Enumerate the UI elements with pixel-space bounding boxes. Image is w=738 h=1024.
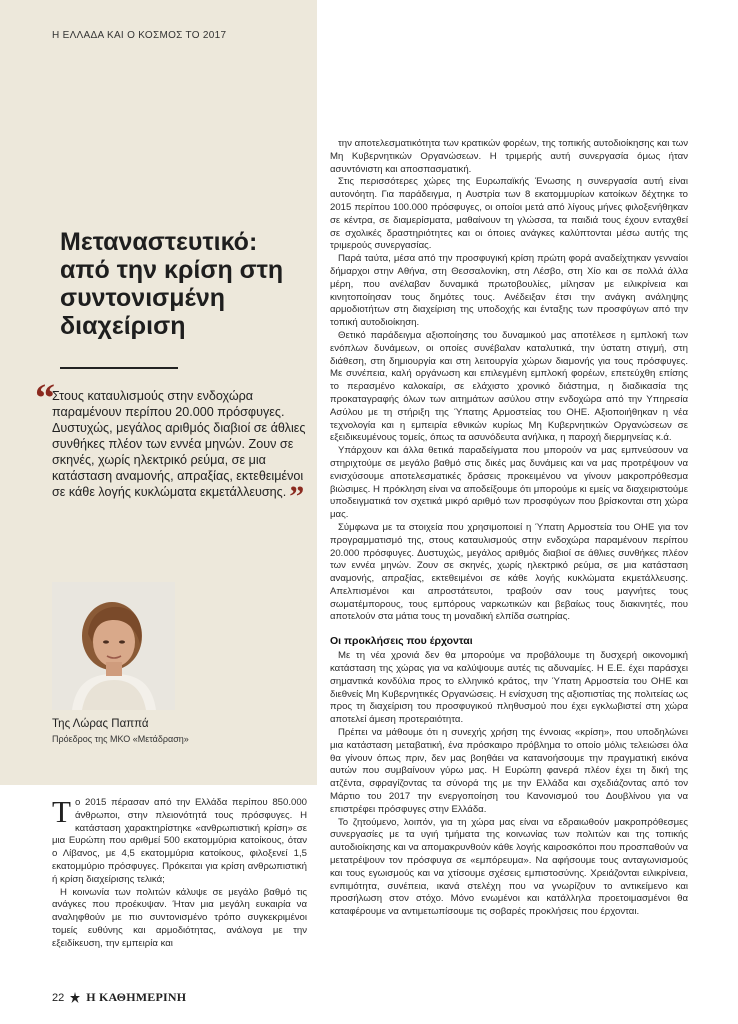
body-paragraph: Παρά ταύτα, μέσα από την προσφυγική κρίση πρώτη φορά αναδείχτηκαν γενναίοι δήμαρχοι στην Αθήνα, στη Θεσσαλονίκη, στη Λέσβο, στη Χίο και σε πολλά άλλα μέρη, που ανέλαβαν δυναμικά πρωτοβουλίες, μίλησαν με ειλικρίνεια και κινητοποίησαν τους δημότες τους. Ανέδειξαν έτσι την ανάγκη ανάληψης αρμοδιοτήτων στη διαχείριση της υποδοχής και ένταξης των προσφύγων από την τοπική αυτοδιοίκηση. — [330, 253, 688, 329]
article-left-column — [52, 794, 307, 951]
body-paragraph: την αποτελεσματικότητα των κρατικών φορέων, της τοπικής αυτοδιοίκησης και των Μη Κυβερνητικών Οργανώσεων. Η τριμερής αυτή συνεργασία όμως ήταν ασυντόνιστη και αποσπασματική. — [330, 138, 688, 175]
body-paragraph: Πρέπει να μάθουμε ότι η συνεχής χρήση της έννοιας «κρίση», που υποδηλώνει μια κατάσταση μεταβατική, ένα πρόσκαιρο πρόβλημα το οποίο μόλις τελειώσει όλα θα γίνουν όπως πριν, δεν μας βοηθάει να κατανοήσουμε την πραγματική εικόνα αυτών που συμβαίνουν γύρω μας. Η Ευρώπη φανερά πλέον έχει τη δική της ατζέντα, σφραγίζοντας τα σύνορά της με την Ελλάδα και σχεδιάζοντας από τον Μάρτιο του 2017 την ενεργοποίηση του Κανονισμού του Δουβλίνου για να επιστρέφει πρόσφυγες στην Ελλάδα. — [330, 727, 688, 815]
body-paragraph: Υπάρχουν και άλλα θετικά παραδείγματα που μπορούν να μας εμπνεύσουν να στηριχτούμε σε μεγάλο βαθμό στις δικές μας δυνάμεις και να μας προτρέψουν να ενισχύσουμε αποτελεσματικές δράσεις προκειμένου να γίνουν μακροπρόθεσμα βιώσιμες. Η πρόκληση είναι να αποδείξουμε ότι μπορούμε κι εμείς να διαχειριστούμε υποδειγματικά τον σχετικά μικρό αριθμό των προσφύγων που βρίσκονται στη χώρα μας. — [330, 445, 688, 521]
pullquote-text: Στους καταυλισμούς στην ενδοχώρα παραμένουν περίπου 20.000 πρόσφυγες. Δυστυχώς, μεγάλος αριθμός διαβιοί σε άθλιες συνθήκες πλέον των εννέα μηνών. Ζουν σε σκηνές, χωρίς ηλεκτρικό ρεύμα, σε μια κατάσταση αναμονής, απραξίας, εκτεθειμένοι σε κάθε λογής κυκλώματα εκμετάλλευσης. — [52, 389, 306, 499]
body-paragraph: Το ζητούμενο, λοιπόν, για τη χώρα μας είναι να εδραιωθούν μακροπρόθεσμες συνεργασίες με τα υγιή τμήματα της κοινωνίας των πολιτών και της τοπικής αυτοδιοίκησης και να απομακρυνθούν κάθε λογής καιροσκόποι που προσπαθούν να μετατρέψουν τον πρόσφυγα σε «εμπόρευμα». Να αφήσουμε τους ανταγωνισμούς και τους εγωισμούς και να χτίσουμε σχέσεις εμπιστοσύνης. Χρειάζονται ειλικρίνεια, ενπιμότητα, συνέπεια, ικανά στελέχη που να γνωρίζουν το αντικείμενο και προσήλωση στον στόχο. Μόνο ενωμένοι και κατάλληλα προετοιμασμένοι θα καταφέρουμε να αντιμετωπίσουμε τις σοβαρές προκλήσεις που έρχονται. — [330, 816, 688, 918]
quote-open-icon: “ — [35, 375, 55, 420]
page-number: 22 — [52, 991, 65, 1004]
article-right-column — [330, 138, 688, 919]
lead-paragraph-text: ο 2015 πέρασαν από την Ελλάδα περίπου 850.000 άνθρωποι, στην πλειονότητά τους πρόσφυγες. Η κατάσταση χαρακτηρίστηκε «ανθρωπιστική κρίση» σε μια Ευρώπη που αριθμεί 500 εκατομμύρια κατοίκους, όταν ο Λίβανος, με 4,5 εκατομμύρια κατοίκους, φιλοξενεί 1,5 εκατομμύριο πρόσφυγες. Πρόκειται για κρίση ανθρωπιστική ή κρίση διαχείρισης τελικά; — [52, 797, 307, 885]
kathimerini-logo-icon — [70, 992, 80, 1004]
body-paragraph: Η κοινωνία των πολιτών κάλυψε σε μεγάλο βαθμό τις ανάγκες που προέκυψαν. Ήταν μια μεγάλη ευκαιρία να αναληφθούν με πιο συντονισμένο τρόπο συγκεκριμένοι τομείς ευθύνης και αρμοδιότητας, ανάλογα με την εξειδίκευση, την εμπειρία και — [52, 886, 307, 949]
lead-paragraph — [52, 794, 307, 887]
section-subheading: Οι προκλήσεις που έρχονται — [330, 635, 473, 648]
portrait-illustration — [52, 582, 175, 710]
body-paragraph: Στις περισσότερες χώρες της Ευρωπαϊκής Ένωσης η συνεργασία αυτή είναι αυτονόητη. Για παράδειγμα, η Αυστρία των 8 εκατομμυρίων κατοίκων δέχτηκε το 2015 περίπου 100.000 πρόσφυγες, οι οποίοι μετά από λίγους μήνες φιλοξενήθηκαν σε κέντρα, σε διαμερίσματα, μαθαίνουν τη γλώσσα, τα παιδιά τους έχουν ενταχθεί σε σχολικές δραστηριότητες και οι όποιες ανάγκες καλύπτονται μέσω αυτής της τριμερούς συνεργασίας. — [330, 176, 688, 252]
article-headline: Μεταναστευτικό: από την κρίση στη συντονισμένη διαχείριση — [60, 228, 284, 340]
dropcap: Τ — [52, 794, 71, 829]
publication-name: Η ΚΑΘΗΜΕΡΙΝΗ — [86, 990, 187, 1004]
section-label: Η ΕΛΛΑΔΑ ΚΑΙ Ο ΚΟΣΜΟΣ ΤΟ 2017 — [52, 30, 227, 41]
author-portrait — [52, 582, 175, 710]
author-role: Πρόεδρος της ΜΚΟ «Μετάδραση» — [52, 734, 189, 744]
page-footer — [52, 990, 186, 1005]
body-paragraph: Με τη νέα χρονιά δεν θα μπορούμε να προβάλουμε τη δυσχερή οικονομική κατάσταση της χώρας για να καλύψουμε αυτές τις αδυναμίες. Η Ε.Ε. έχει παράσχει σημαντικά κονδύλια προς το ελληνικό κράτος, την Ύπατη Αρμοστεία του ΟΗΕ και διεθνείς Μη Κυβερνητικές Οργανώσεις. Η ενίσχυση της αξιοπιστίας της πολιτείας ως προς τη διαχείριση του προσφυγικού πληθυσμού που έχει εγκλωβιστεί στη χώρα αποτελεί άμεση προτεραιότητα. — [330, 650, 688, 726]
body-paragraph: Σύμφωνα με τα στοιχεία που χρησιμοποιεί η Ύπατη Αρμοστεία του ΟΗΕ για τον προγραμματισμό της, στους καταυλισμούς στην ενδοχώρα παραμένουν περίπου 20.000 πρόσφυγες. Δυστυχώς, μεγάλος αριθμός διαβιοί σε άθλιες συνθήκες πλέον των εννέα μηνών. Ζουν σε σκηνές, χωρίς ηλεκτρικό ρεύμα, σε μια κατάσταση αναμονής, απραξίας, εκτεθειμένοι σε κάθε λογής κυκλώματα εκμετάλλευσης. Απελπισμένοι και απροστάτευτοι, τραβούν σαν τους μαγνήτες τους σωματέμπορους, τους εμπόρους ναρκωτικών και βεβαίως τους διακινητές, που αποτελούν στα μάτια τους τη μοναδική ελπίδα σωτηρίας. — [330, 521, 688, 623]
headline-divider — [60, 367, 178, 369]
author-name: Της Λώρας Παππά — [52, 718, 149, 730]
pullquote — [52, 388, 306, 513]
body-paragraph: Θετικό παράδειγμα αξιοποίησης του δυναμικού μας αποτέλεσε η εμπλοκή των ενόπλων δυνάμεων, οι οποίες συνέβαλαν καταλυτικά, την ύστατη στιγμή, στη διάθεση, στη δημιουργία και στη λειτουργία χώρων διαμονής για τους πρόσφυγες. Με συνέπεια, καλή οργάνωση και επιλεγμένη εμπλοκή φορέων, επετεύχθη επίσης το περασμένο καλοκαίρι, σε ελάχιστο χρονικό διάστημα, η διαδικασία της προκαταγραφής όλων των αιτημάτων ασύλου στην ενδοχώρα από την Υπηρεσία Ασύλου με τη στήριξη της Ύπατης Αρμοστείας του ΟΗΕ. Αξιοποιήθηκαν η νέα τεχνολογία και η εμπειρία εθνικών κυρίως Μη Κυβερνητικών Οργανώσεων σε εξειδικευμένους τομείς, όπως τα ασυνόδευτα ανήλικα, η παροχή διερμηνείας κ.ά. — [330, 329, 688, 444]
quote-close-icon: ” — [289, 480, 305, 513]
